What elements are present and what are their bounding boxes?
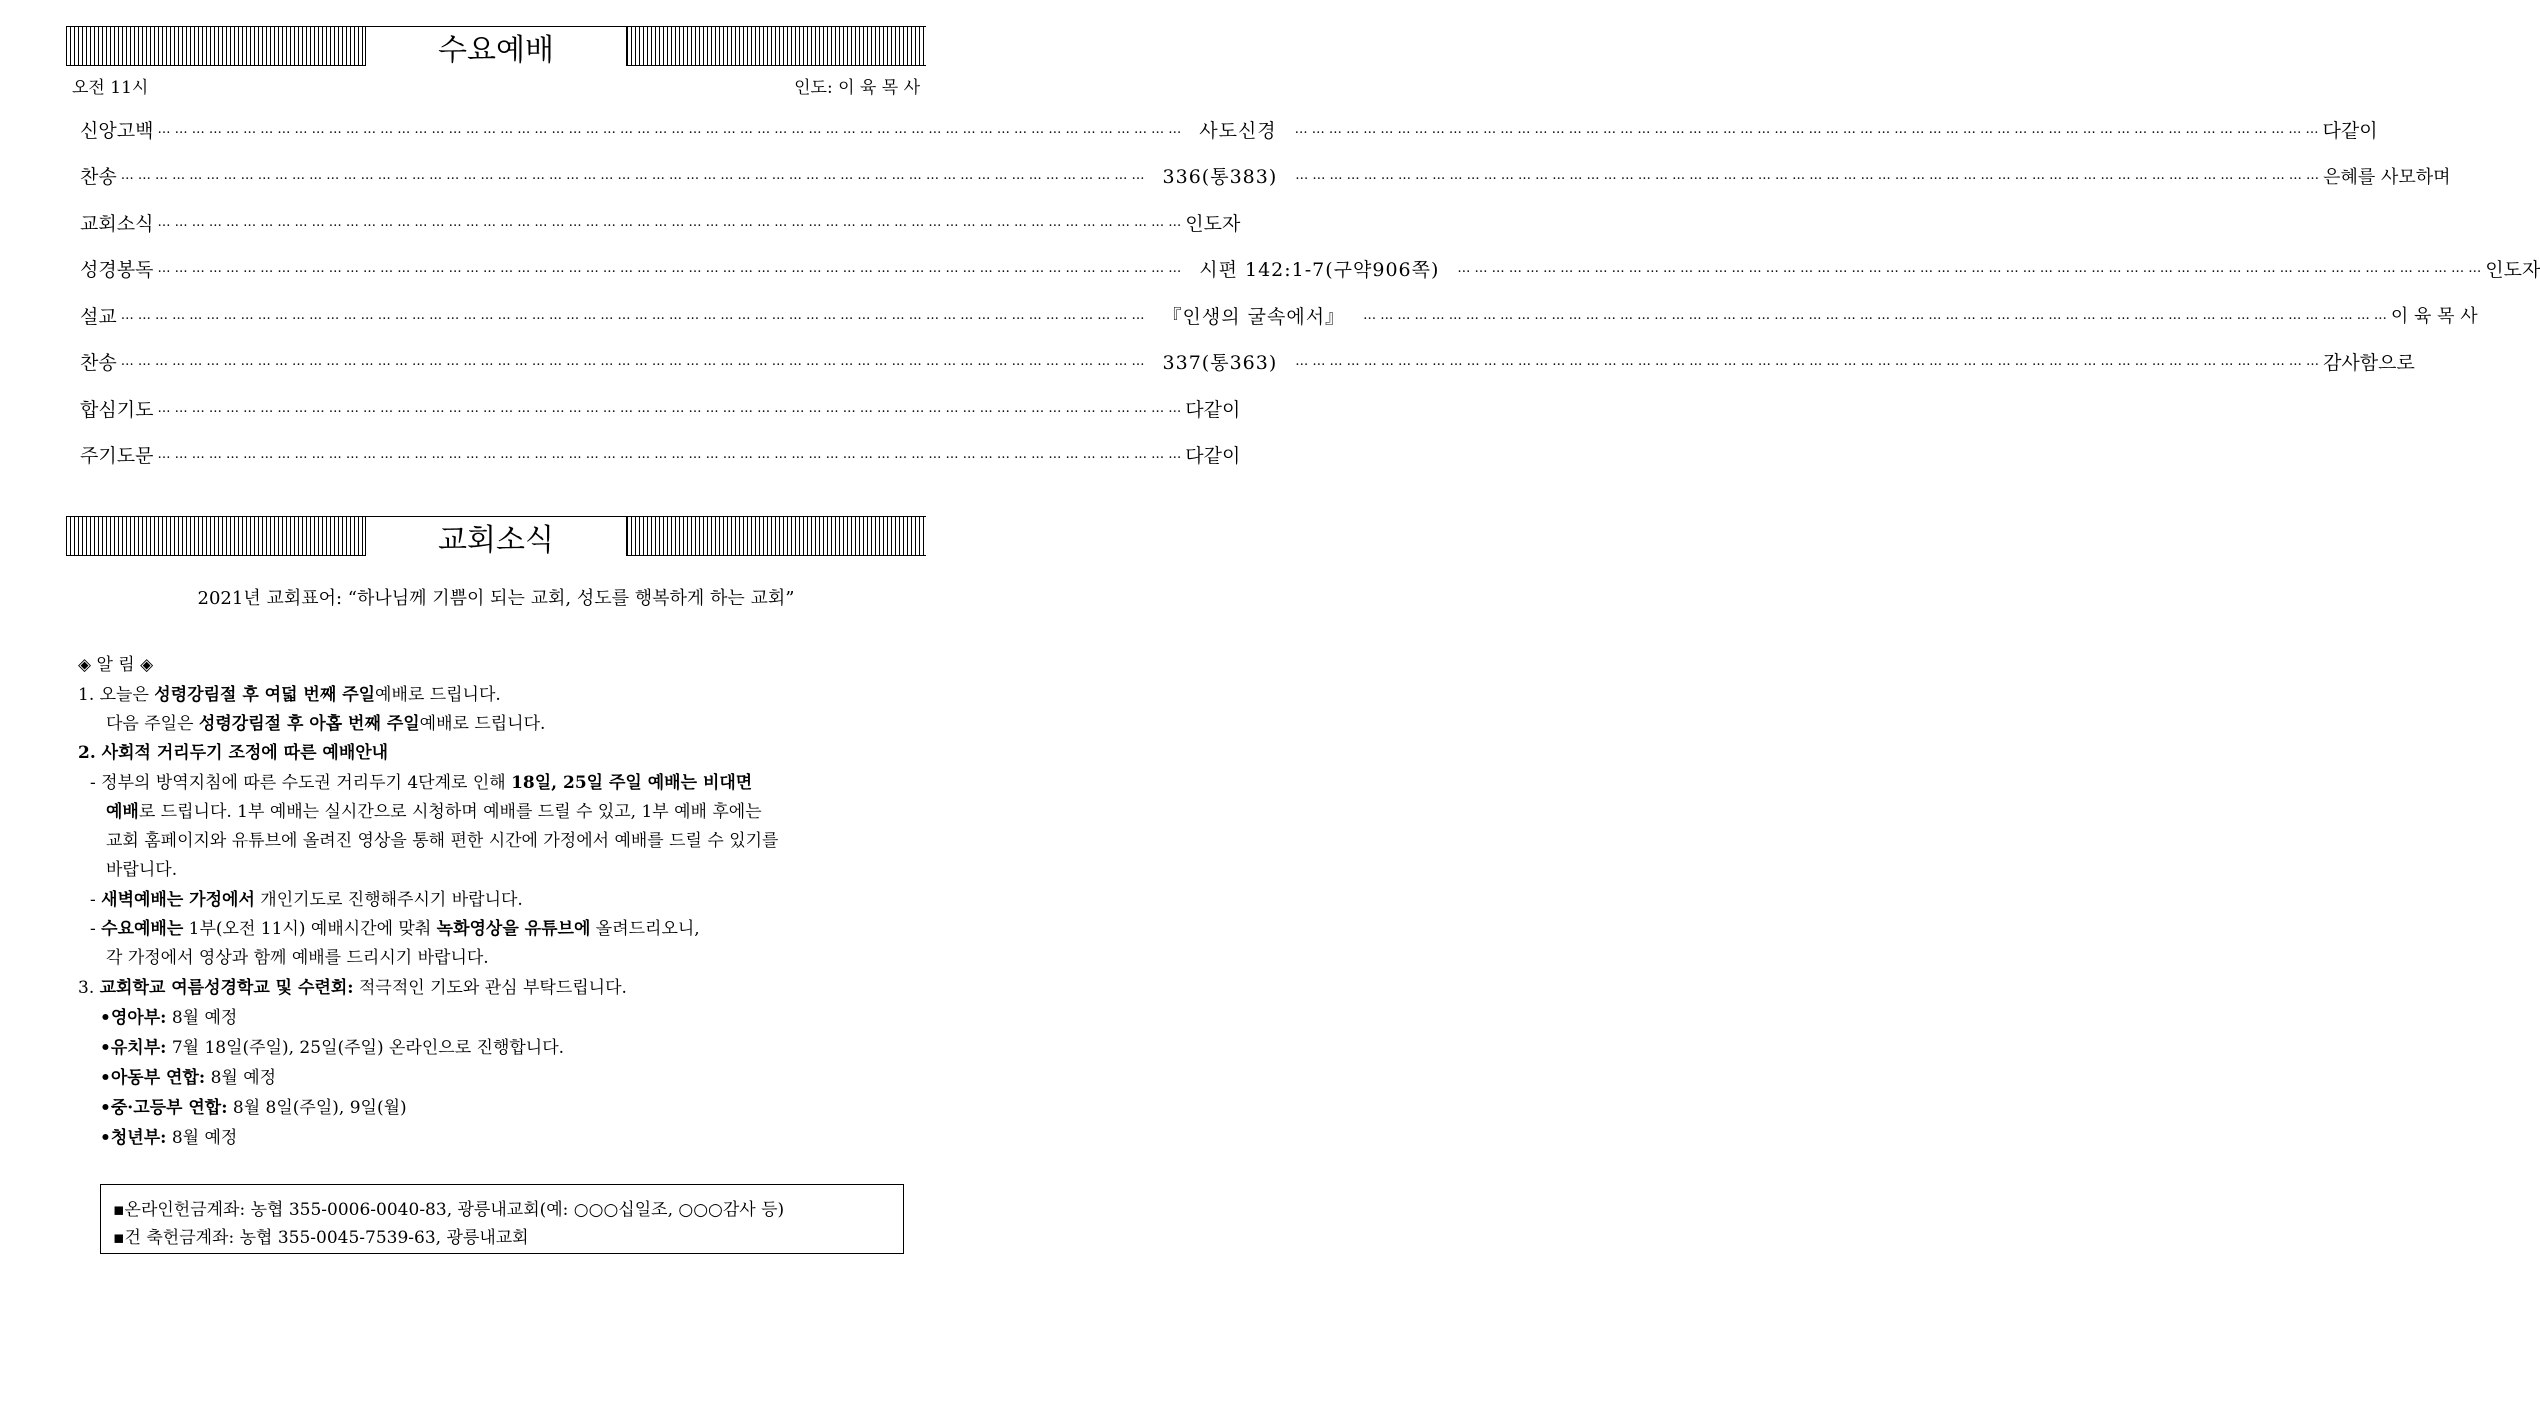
leader-dots: … … … … … … … … … … … … … … … … … … … … … … … … … … … … … … … … … … … … … … … … … … … … … … … … … … … … … … … … … … … …	[157, 121, 1182, 137]
leader-dots: … … … … … … … … … … … … … … … … … … … … … … … … … … … … … … … … … … … … … … … … … … … … … … … … … … … … … … … … … … … …	[1294, 121, 2319, 137]
order-content: 사도신경	[1199, 119, 1277, 142]
text: -	[90, 890, 102, 910]
order-label: 성 경 봉 독	[80, 259, 154, 281]
notice-item-2-para-1-line-3: 교회 홈페이지와 유튜브에 올려진 영상을 통해 편한 시간에 가정에서 예배를 드릴 수 있기를	[106, 831, 779, 851]
text: 예배로 드립니다.	[375, 685, 501, 705]
department-item	[100, 1123, 237, 1148]
leader-dots: … … … … … … … … … … … … … … … … … … … … … … … … … … … … … … … … … … … … … … … … … … … … … … … … … … … … … … … … … … … …	[157, 261, 1182, 276]
notice-heading: ◈ 알 림 ◈	[78, 655, 154, 675]
header-stripes-left	[66, 516, 365, 556]
worship-time: 오전 11시	[72, 77, 149, 98]
text: 로 드립니다. 1부 예배는 실시간으로 시청하며 예배를 드릴 수 있고, 1부 예배 후에는	[138, 802, 762, 822]
text: - 정부의 방역지침에 따른 수도권 거리두기 4단계로 인해	[90, 773, 512, 793]
worship-title: 수요예배	[365, 26, 627, 66]
notice-item-1	[78, 680, 501, 705]
notice-item-2-para-1-line-4: 바랍니다.	[106, 860, 178, 880]
order-label: 신 앙 고 백	[80, 119, 154, 142]
order-content: 337(통363)	[1162, 352, 1278, 374]
bold-text: 성령강림절 후 아홉 번째 주일	[198, 714, 420, 734]
order-content: 336(통383)	[1162, 166, 1278, 188]
leader-dots: … … … … … … … … … … … … … … … … … … … … … … … … … … … … … … … … … … … … … … … … … … … … … … … … … … … … … … … … … … … …	[120, 307, 1145, 323]
order-row	[80, 300, 2478, 330]
worship-meta	[72, 72, 920, 98]
order-row	[80, 207, 1241, 237]
order-responsible: 인 도 자	[2485, 259, 2540, 281]
notice-item-2-para-2	[90, 885, 523, 910]
department-name: •중·고등부 연합:	[100, 1098, 228, 1118]
department-text: 8월 예정	[166, 1008, 238, 1028]
department-name: •아동부 연합:	[100, 1068, 206, 1088]
offering-account: ▪온라인헌금계좌: 농협 355-0006-0040-83, 광릉내교회(예: ○○○십일조, ○○○감사 등)	[113, 1200, 785, 1220]
department-text: 8월 예정	[205, 1068, 277, 1088]
leader-dots: … … … … … … … … … … … … … … … … … … … … … … … … … … … … … … … … … … … … … … … … … … … … … … … … … … … … … … … … … … … …	[1295, 354, 2320, 369]
leader-dots: … … … … … … … … … … … … … … … … … … … … … … … … … … … … … … … … … … … … … … … … … … … … … … … … … … … … … … … … … … … …	[157, 214, 1182, 230]
text: 개인기도로 진행해주시기 바랍니다.	[254, 890, 523, 910]
leader-dots: … … … … … … … … … … … … … … … … … … … … … … … … … … … … … … … … … … … … … … … … … … … … … … … … … … … … … … … … … … … …	[157, 447, 1182, 462]
leader-dots: … … … … … … … … … … … … … … … … … … … … … … … … … … … … … … … … … … … … … … … … … … … … … … … … … … … … … … … … … … … …	[120, 354, 1145, 369]
order-row	[80, 440, 1241, 470]
department-name: •청년부:	[100, 1128, 167, 1148]
order-label: 합 심 기 도	[80, 398, 154, 421]
notice-item-2-para-3-line-2: 각 가정에서 영상과 함께 예배를 드리시기 바랍니다.	[106, 948, 489, 968]
department-item	[100, 1003, 237, 1028]
bold-text: 2. 사회적 거리두기 조정에 따른 예배안내	[78, 743, 389, 763]
bold-text: 녹화영상을 유튜브에	[436, 919, 591, 939]
order-content: 시편 142:1-7(구약906쪽)	[1199, 259, 1440, 281]
order-responsible: 다 같 이	[1185, 398, 1241, 421]
order-row	[80, 114, 2378, 144]
church-motto: 2021년 교회표어: “하나님께 기쁨이 되는 교회, 성도를 행복하게 하는 교회”	[197, 588, 795, 609]
department-text: 8월 예정	[166, 1128, 238, 1148]
worship-leader: 인도: 이 육 목 사	[794, 77, 920, 98]
department-item	[100, 1033, 564, 1058]
order-label: 주 기 도 문	[80, 445, 154, 467]
account-info-box	[100, 1184, 904, 1254]
worship-section-header	[66, 26, 926, 66]
order-row	[80, 254, 2540, 284]
news-title: 교회소식	[365, 516, 627, 556]
department-item	[100, 1063, 276, 1088]
text: -	[90, 919, 102, 939]
bold-text: 교회학교 여름성경학교 및 수련회:	[99, 978, 354, 998]
text: 다음 주일은	[106, 714, 199, 734]
notice-item-2-para-3	[90, 914, 700, 939]
department-name: •유치부:	[100, 1038, 167, 1058]
header-stripes-left	[66, 26, 365, 66]
bold-text: 예배	[106, 802, 139, 822]
department-name: •영아부:	[100, 1008, 167, 1028]
order-label: 설 교	[80, 305, 117, 328]
bold-text: 18일, 25일 주일 예배는 비대면	[511, 773, 753, 793]
notice-item-2-title	[78, 738, 388, 763]
notice-item-3	[78, 973, 627, 998]
notice-item-1-line-2	[106, 709, 545, 734]
text: 올려드리오니,	[590, 919, 700, 939]
header-stripes-right	[627, 26, 926, 66]
leader-dots: … … … … … … … … … … … … … … … … … … … … … … … … … … … … … … … … … … … … … … … … … … … … … … … … … … … … … … … … … … … …	[120, 168, 1145, 183]
leader-dots: … … … … … … … … … … … … … … … … … … … … … … … … … … … … … … … … … … … … … … … … … … … … … … … … … … … … … … … … … … … …	[1295, 168, 2320, 183]
notice-item-2-para-1	[90, 768, 752, 793]
order-label: 찬 송	[80, 352, 117, 374]
notice-item-2-para-1-line-2	[106, 797, 762, 822]
header-stripes-right	[627, 516, 926, 556]
department-text: 8월 8일(주일), 9일(월)	[227, 1098, 407, 1118]
order-row	[80, 347, 2415, 377]
order-label: 찬 송	[80, 166, 117, 188]
text: 1. 오늘은	[78, 685, 155, 705]
bold-text: 새벽예배는 가정에서	[101, 890, 255, 910]
text: 적극적인 기도와 관심 부탁드립니다.	[353, 978, 627, 998]
order-row	[80, 161, 2451, 191]
bold-text: 수요예배는	[101, 919, 184, 939]
order-responsible: 다 같 이	[2322, 119, 2378, 142]
order-responsible: 인 도 자	[1185, 212, 1241, 235]
text: 예배로 드립니다.	[419, 714, 546, 734]
text: 1부(오전 11시) 예배시간에 맞춰	[183, 919, 437, 939]
leader-dots: … … … … … … … … … … … … … … … … … … … … … … … … … … … … … … … … … … … … … … … … … … … … … … … … … … … … … … … … … … … …	[157, 400, 1182, 416]
leader-dots: … … … … … … … … … … … … … … … … … … … … … … … … … … … … … … … … … … … … … … … … … … … … … … … … … … … … … … … … … … … …	[1363, 307, 2387, 323]
news-section-header	[66, 516, 926, 556]
leader-dots: … … … … … … … … … … … … … … … … … … … … … … … … … … … … … … … … … … … … … … … … … … … … … … … … … … … … … … … … … … … …	[1457, 261, 2482, 276]
order-responsible: 은혜를 사모하며	[2323, 166, 2451, 188]
order-responsible: 다 같 이	[1185, 445, 1241, 467]
building-account: ▪건 축헌금계좌: 농협 355-0045-7539-63, 광릉내교회	[113, 1228, 529, 1248]
department-text: 7월 18일(주일), 25일(주일) 온라인으로 진행합니다.	[166, 1038, 565, 1058]
bold-text: 성령강림절 후 여덟 번째 주일	[154, 685, 376, 705]
order-responsible: 이 육 목 사	[2390, 306, 2478, 327]
text: 3.	[78, 978, 100, 998]
order-responsible: 감 사 함 으 로	[2323, 352, 2415, 374]
department-item	[100, 1093, 407, 1118]
order-row	[80, 393, 1241, 423]
order-label: 교 회 소 식	[80, 212, 154, 235]
order-content: 『인생의 굴속에서』	[1162, 305, 1346, 328]
